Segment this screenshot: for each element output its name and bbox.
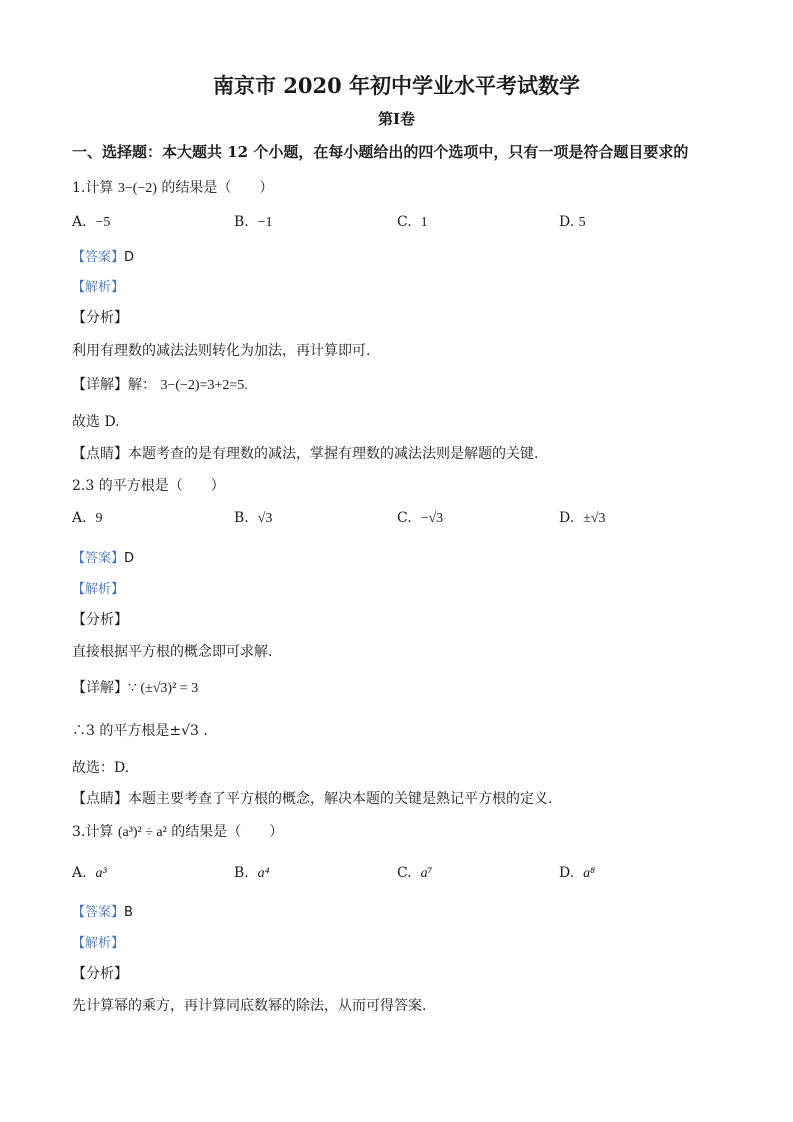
detail-tag: 【详解】 — [72, 377, 128, 393]
answer-value: D — [124, 551, 135, 566]
q2-stem: 2.3 的平方根是（ ） — [72, 478, 225, 494]
q1-answer — [72, 246, 134, 265]
q2-analysis: 直接根据平方根的概念即可求解. — [72, 644, 273, 660]
answer-tag: 【答案】 — [72, 905, 125, 920]
q3-stem-suffix: 的结果是（ ） — [171, 824, 284, 840]
q1-option-b — [234, 214, 273, 231]
q3-option-c — [397, 865, 432, 882]
option-key: C. — [397, 214, 412, 230]
option-key: B. — [234, 214, 249, 230]
comment-text: 本题主要考查了平方根的概念，解决本题的关键是熟记平方根的定义. — [128, 791, 553, 807]
q3-stem-math: (a³)² ÷ a² — [117, 825, 167, 840]
q2-comment — [72, 788, 552, 808]
q1-jiexi-tag: 【解析】 — [72, 280, 125, 295]
option-key: B. — [234, 510, 249, 526]
option-value: −1 — [257, 215, 273, 230]
q1-analysis: 利用有理数的减法法则转化为加法，再计算即可. — [72, 343, 371, 359]
q1-choice: 故选 D. — [72, 414, 120, 430]
q3-stem-prefix: 3.计算 — [72, 824, 114, 840]
q3-analysis: 先计算幂的乘方，再计算同底数幂的除法，从而可得答案. — [72, 998, 427, 1014]
option-key: A. — [72, 214, 87, 230]
page-title: 南京市 2020 年初中学业水平考试数学 — [212, 73, 581, 98]
q1-stem — [72, 177, 273, 197]
comment-tag: 【点睛】 — [72, 446, 128, 462]
option-key: A. — [72, 510, 87, 526]
option-value: a⁷ — [420, 866, 433, 881]
q2-detail — [72, 677, 198, 697]
volume-label: 第Ⅰ卷 — [377, 110, 416, 128]
q2-option-b — [234, 510, 272, 527]
option-key: B. — [234, 865, 249, 881]
option-value: a⁸ — [583, 866, 595, 881]
q1-fenxi-tag: 【分析】 — [72, 310, 128, 326]
q2-choice: 故选：D. — [72, 760, 130, 776]
q2-option-d — [559, 510, 605, 527]
option-value: ±√3 — [583, 511, 606, 526]
q2-therefore: ∴3 的平方根是±√3 . — [72, 723, 208, 739]
q3-answer — [72, 901, 133, 920]
answer-tag: 【答案】 — [72, 551, 125, 566]
q1-option-c — [397, 214, 428, 231]
option-key: C. — [397, 865, 412, 881]
option-value: 1 — [420, 215, 428, 230]
option-value: 9 — [95, 511, 103, 526]
q1-option-a — [72, 214, 110, 231]
q3-fenxi-tag: 【分析】 — [72, 966, 128, 982]
q2-option-a — [72, 510, 102, 527]
option-key: C. — [397, 510, 412, 526]
comment-tag: 【点睛】 — [72, 791, 128, 807]
option-key: A. — [72, 865, 87, 881]
option-value: −√3 — [420, 511, 444, 526]
detail-prefix: 解： — [128, 377, 156, 393]
option-key: D. — [559, 865, 575, 881]
q3-option-b — [234, 865, 270, 882]
option-value: a³ — [95, 866, 107, 881]
answer-tag: 【答案】 — [72, 250, 125, 265]
q3-stem — [72, 821, 283, 841]
option-value: √3 — [257, 511, 273, 526]
q3-jiexi-tag: 【解析】 — [72, 936, 125, 951]
q1-detail — [72, 374, 248, 394]
q2-fenxi-tag: 【分析】 — [72, 612, 128, 628]
option-key: D. — [559, 510, 575, 526]
q3-option-d — [559, 865, 595, 882]
q3-option-a — [72, 865, 107, 882]
answer-value: D — [124, 250, 135, 265]
q2-option-c — [397, 510, 443, 527]
q2-answer — [72, 547, 134, 566]
q1-stem-math: 3−(−2) — [117, 181, 157, 196]
q1-option-d — [559, 214, 586, 231]
q1-stem-suffix: 的结果是（ ） — [161, 180, 274, 196]
q2-jiexi-tag: 【解析】 — [72, 582, 125, 597]
option-key: D. — [559, 214, 575, 230]
comment-text: 本题考查的是有理数的减法，掌握有理数的减法法则是解题的关键. — [128, 446, 539, 462]
q1-stem-prefix: 1.计算 — [72, 180, 114, 196]
option-value: −5 — [95, 215, 111, 230]
detail-tag: 【详解】 — [72, 680, 128, 696]
section-heading: 一、选择题：本大题共 12 个小题，在每小题给出的四个选项中，只有一项是符合题目要求的 — [72, 143, 689, 161]
option-value: 5 — [578, 215, 586, 230]
option-value: a⁴ — [257, 866, 270, 881]
answer-value: B — [124, 905, 133, 920]
q1-comment — [72, 443, 538, 463]
detail-math: 3−(−2)=3+2=5. — [160, 378, 248, 393]
detail-math: ∵ (±√3)² = 3 — [128, 681, 199, 696]
